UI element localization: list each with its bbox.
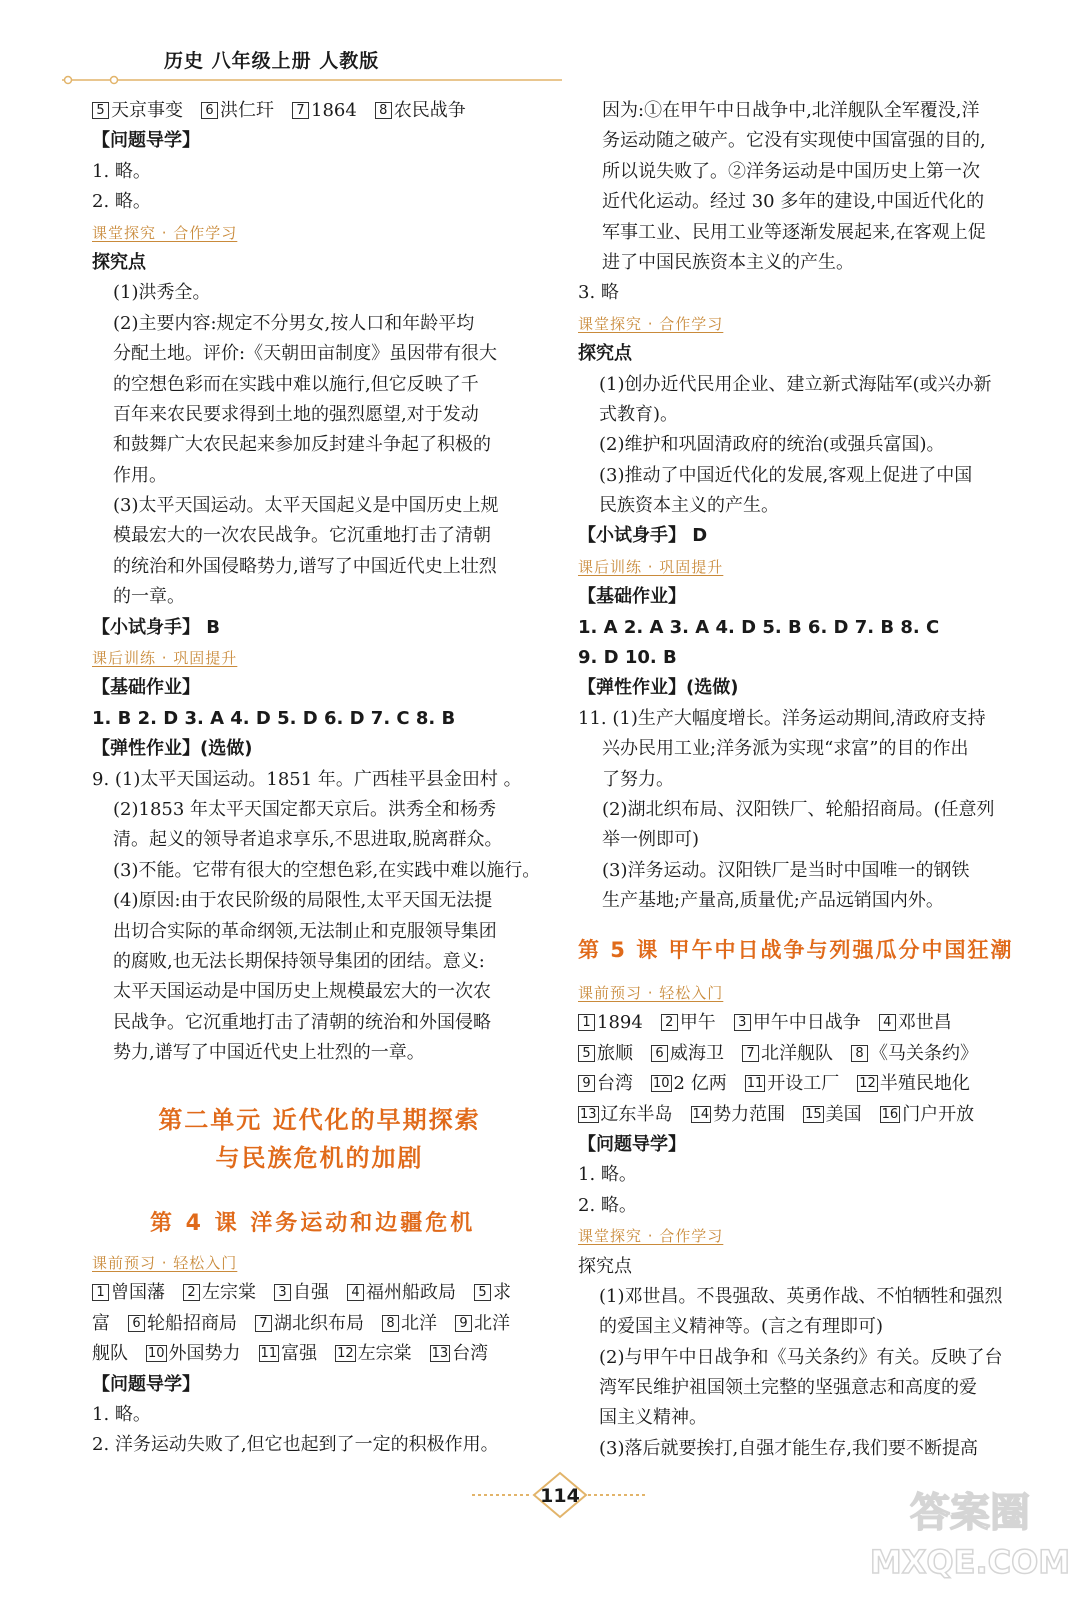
bold-heading: 【基础作业】 xyxy=(578,586,686,608)
answer-item xyxy=(651,1043,724,1064)
text-line: (2)维护和巩固清政府的统治(或强兵富国)。 xyxy=(599,434,945,456)
answer-number-box: 8 xyxy=(851,1045,868,1062)
text-line: (1)邓世昌。不畏强敌、英勇作战、不怕牺牲和强烈 xyxy=(599,1285,1003,1307)
bold-heading: 【基础作业】 xyxy=(92,677,200,699)
unit-title-line1: 第二单元 近代化的早期探索 xyxy=(158,1106,481,1134)
answer-number-box: 1 xyxy=(578,1014,595,1031)
answer-number-box: 3 xyxy=(274,1284,291,1301)
text-line: (4)原因:由于农民阶级的局限性,太平天国无法提 xyxy=(113,890,493,912)
text-line: 军事工业、民用工业等逐渐发展起来,在客观上促 xyxy=(602,221,986,243)
answer-number-box: 9 xyxy=(455,1315,472,1332)
answer-row xyxy=(92,1339,547,1369)
right-column-lower xyxy=(578,978,1040,1464)
answer-number-box: 7 xyxy=(742,1045,759,1062)
text-line: (3)推动了中国近代化的发展,客观上促进了中国 xyxy=(599,464,973,486)
answer-text: 洪仁玕 xyxy=(220,100,274,121)
text-line: 探究点 xyxy=(578,1255,632,1277)
answer-text: 辽东半岛 xyxy=(600,1103,673,1125)
text-line: 民族资本主义的产生。 xyxy=(599,495,779,517)
answer-item xyxy=(879,1012,952,1033)
text-line: (1)创办近代民用企业、建立新式海陆军(或兴办新 xyxy=(599,373,992,395)
page-number-badge xyxy=(470,1470,650,1520)
answer-number-box: 6 xyxy=(128,1315,145,1332)
answer-item xyxy=(382,1313,437,1334)
answer-number-box: 5 xyxy=(92,102,109,119)
text-line: 模最宏大的一次农民战争。它沉重地打击了清朝 xyxy=(113,525,491,547)
section-label: 课后训练 · 巩固提升 xyxy=(578,557,724,576)
answer-text: 自强 xyxy=(293,1282,329,1304)
answer-row xyxy=(578,1069,1040,1099)
text-line: (3)太平天国运动。太平天国起义是中国历史上规 xyxy=(113,495,499,517)
answer-text: 北洋 xyxy=(474,1312,510,1334)
answer-text: 富 xyxy=(92,1312,110,1334)
answer-number-box: 9 xyxy=(578,1075,595,1092)
answer-row xyxy=(92,1278,547,1308)
answer-text: 门户开放 xyxy=(902,1103,975,1125)
section-label: 课堂探究 · 合作学习 xyxy=(92,223,238,242)
text-line: (3)不能。它带有很大的空想色彩,在实践中难以施行。 xyxy=(113,859,541,881)
answer-text: 甲午中日战争 xyxy=(752,1012,861,1034)
answer-text: 开设工厂 xyxy=(767,1073,840,1095)
answer-number-box: 13 xyxy=(431,1346,449,1362)
answer-number-box: 5 xyxy=(578,1045,595,1062)
bold-heading: 【小试身手】 D xyxy=(578,525,708,547)
text-line: 式教育)。 xyxy=(599,403,679,425)
text-line: 出切合实际的革命纲领,无法制止和克服领导集团 xyxy=(113,920,497,942)
answer-item xyxy=(578,1012,643,1033)
answer-item xyxy=(92,1282,165,1303)
answer-text: 北洋舰队 xyxy=(761,1042,833,1064)
left-column-lower xyxy=(92,1248,547,1461)
text-line: 的一章。 xyxy=(113,586,185,608)
answer-number-box: 7 xyxy=(292,102,309,119)
answer-number-box: 8 xyxy=(382,1315,399,1332)
answer-text: 势力范围 xyxy=(713,1103,786,1125)
answer-row xyxy=(92,1309,547,1339)
answer-item xyxy=(578,1043,633,1064)
text-line: 所以说失败了。②洋务运动是中国历史上第一次 xyxy=(602,160,980,182)
answer-item xyxy=(578,1104,673,1125)
answer-text: 富强 xyxy=(281,1343,318,1365)
answer-text: 邓世昌 xyxy=(897,1012,952,1034)
answer-text: 甲午 xyxy=(679,1012,716,1034)
answer-item xyxy=(128,1313,237,1334)
answer-item xyxy=(455,1313,510,1334)
text-line: 作用。 xyxy=(113,464,167,486)
answer-number-box: 6 xyxy=(651,1045,668,1062)
answer-number-box: 11 xyxy=(746,1076,764,1092)
watermark-line1: 答案圈 xyxy=(910,1490,1030,1536)
text-line: (2)湖北织布局、汉阳铁厂、轮船招商局。(任意列 xyxy=(602,798,995,820)
answer-text: 1894 xyxy=(597,1012,643,1034)
bold-heading: 1. B 2. D 3. A 4. D 5. D 6. D 7. C 8. B xyxy=(92,707,456,729)
text-line: 务运动随之破产。它没有实现使中国富强的目的, xyxy=(602,130,986,152)
answer-number-box: 8 xyxy=(375,102,392,119)
answer-item xyxy=(92,1313,110,1334)
bold-heading: 【问题导学】 xyxy=(92,1373,200,1395)
answer-number-box: 5 xyxy=(474,1284,491,1301)
answer-item xyxy=(578,1073,633,1094)
answer-number-box: 12 xyxy=(337,1346,354,1362)
text-line: 生产基地;产量高,质量优;产品远销国内外。 xyxy=(602,890,944,912)
unit-title-line2: 与民族危机的加剧 xyxy=(215,1144,424,1172)
answer-item xyxy=(335,1343,412,1364)
answer-text: 威海卫 xyxy=(670,1042,724,1064)
answer-text: 轮船招商局 xyxy=(147,1312,237,1334)
bold-heading: 9. D 10. B xyxy=(578,647,677,669)
answer-text: 外国势力 xyxy=(168,1343,241,1365)
text-line: 势力,谱写了中国近代史上壮烈的一章。 xyxy=(113,1042,425,1064)
answer-item xyxy=(92,100,183,121)
answer-row xyxy=(578,1008,1040,1038)
text-line: 了努力。 xyxy=(602,768,674,790)
text-line: 的统治和外国侵略势力,谱写了中国近代史上壮烈 xyxy=(113,555,497,577)
bold-heading: 探究点 xyxy=(92,251,146,273)
answer-item xyxy=(651,1073,727,1094)
answer-text: 2 亿两 xyxy=(673,1073,727,1095)
answer-row xyxy=(578,1100,1040,1130)
answer-item xyxy=(880,1104,975,1125)
answer-item xyxy=(146,1343,241,1364)
answer-row xyxy=(578,1039,1040,1069)
answer-number-box: 1 xyxy=(92,1284,109,1301)
left-column xyxy=(92,96,547,1069)
text-line: 11. (1)生产大幅度增长。洋务运动期间,清政府支持 xyxy=(578,707,986,729)
text-line: 分配土地。评价:《天朝田亩制度》虽因带有很大 xyxy=(113,343,498,365)
answer-text: 舰队 xyxy=(92,1343,128,1365)
text-line: 湾军民维护祖国领土完整的坚强意志和高度的爱 xyxy=(599,1377,977,1399)
text-line: 清。起义的领导者追求享乐,不思进取,脱离群众。 xyxy=(113,829,503,851)
text-line: 的爱国主义精神等。(言之有理即可) xyxy=(599,1316,884,1338)
bold-heading: 【问题导学】 xyxy=(92,130,200,152)
section-label: 课后训练 · 巩固提升 xyxy=(92,649,238,668)
bold-heading: 探究点 xyxy=(578,343,632,365)
answer-item xyxy=(430,1343,489,1364)
answer-item xyxy=(201,100,274,121)
text-line: 太平天国运动是中国历史上规模最宏大的一次农 xyxy=(113,981,491,1003)
text-line: (1)洪秀全。 xyxy=(113,282,211,304)
answer-text: 曾国藩 xyxy=(111,1282,165,1304)
text-line: (2)主要内容:规定不分男女,按人口和年龄平均 xyxy=(113,312,475,334)
answer-number-box: 2 xyxy=(183,1284,200,1301)
answer-text: 《马关条约》 xyxy=(870,1042,978,1064)
text-line: 1. 略。 xyxy=(92,1403,151,1425)
text-line: 1. 略。 xyxy=(578,1164,637,1186)
page-number: 114 xyxy=(540,1485,580,1507)
answer-item xyxy=(474,1282,511,1303)
answer-text: 旅顺 xyxy=(597,1042,633,1064)
answer-item xyxy=(92,1343,128,1364)
text-line: 民战争。它沉重地打击了清朝的统治和外国侵略 xyxy=(113,1011,491,1033)
text-line: (2)与甲午中日战争和《马关条约》有关。反映了台 xyxy=(599,1346,1003,1368)
bold-heading: 1. A 2. A 3. A 4. D 5. B 6. D 7. B 8. C xyxy=(578,616,940,638)
answer-item xyxy=(745,1073,840,1094)
answer-number-box: 14 xyxy=(692,1106,710,1122)
answer-text: 北洋 xyxy=(401,1312,437,1334)
answer-number-box: 4 xyxy=(347,1284,364,1301)
answer-item xyxy=(857,1073,970,1094)
bold-heading: 【小试身手】 B xyxy=(92,616,220,638)
answer-text: 台湾 xyxy=(597,1073,633,1095)
answer-text: 半殖民地化 xyxy=(879,1073,970,1095)
answer-number-box: 3 xyxy=(734,1014,751,1031)
lesson5-title: 第 5 课 甲午中日战争与列强瓜分中国狂潮 xyxy=(578,938,1014,962)
text-line: 3. 略 xyxy=(578,282,619,304)
text-line: 2. 略。 xyxy=(92,191,151,213)
answer-number-box: 2 xyxy=(661,1014,678,1031)
answer-item xyxy=(734,1012,861,1033)
answer-number-box: 11 xyxy=(260,1346,278,1362)
section-label: 课堂探究 · 合作学习 xyxy=(578,1227,724,1246)
answer-item xyxy=(851,1043,978,1064)
text-line: 进了中国民族资本主义的产生。 xyxy=(602,251,854,273)
text-line: 因为:①在甲午中日战争中,北洋舰队全军覆没,洋 xyxy=(602,100,980,121)
answer-text: 福州船政局 xyxy=(366,1282,456,1304)
answer-number-box: 12 xyxy=(859,1076,876,1092)
page-header-title: 历史 八年级上册 人教版 xyxy=(164,50,380,72)
answer-text: 1864 xyxy=(311,100,357,121)
text-line: 2. 略。 xyxy=(578,1194,637,1216)
answer-item xyxy=(347,1282,456,1303)
answer-text: 台湾 xyxy=(452,1343,489,1365)
bold-heading: 【弹性作业】(选做) xyxy=(578,677,739,699)
answer-text: 农民战争 xyxy=(393,100,466,121)
text-line: (2)1853 年太平天国定都天京后。洪秀全和杨秀 xyxy=(113,798,497,820)
text-line: 兴办民用工业;洋务派为实现“求富”的目的作出 xyxy=(602,738,969,760)
text-line: 近代化运动。经过 30 多年的建设,中国近代化的 xyxy=(602,191,985,213)
right-column xyxy=(578,96,1040,917)
watermark-logo xyxy=(869,1478,1071,1588)
answer-item xyxy=(274,1282,329,1303)
text-line: 9. (1)太平天国运动。1851 年。广西桂平县金田村 。 xyxy=(92,768,522,790)
text-line: 举一例即可) xyxy=(602,829,700,851)
answer-number-box: 6 xyxy=(201,102,218,119)
answer-number-box: 4 xyxy=(879,1014,896,1031)
text-line: 国主义精神。 xyxy=(599,1407,707,1429)
answer-item xyxy=(259,1343,318,1364)
answer-text: 天京事变 xyxy=(111,100,183,121)
answer-number-box: 13 xyxy=(580,1106,597,1122)
text-line: 1. 略。 xyxy=(92,160,151,182)
answer-text: 湖北织布局 xyxy=(274,1312,364,1334)
text-line: 百年来农民要求得到土地的强烈愿望,对于发动 xyxy=(113,403,479,425)
answer-number-box: 15 xyxy=(805,1106,822,1122)
header-rule xyxy=(62,76,562,84)
answer-number-box: 16 xyxy=(881,1106,899,1122)
answer-number-box: 7 xyxy=(255,1315,272,1332)
answer-item xyxy=(691,1104,786,1125)
bold-heading: 【问题导学】 xyxy=(578,1133,686,1155)
section-label: 课前预习 · 轻松入门 xyxy=(92,1254,238,1272)
section-label: 课前预习 · 轻松入门 xyxy=(578,984,724,1002)
answer-item xyxy=(803,1104,862,1125)
answer-item xyxy=(661,1012,716,1033)
answer-text: 左宗棠 xyxy=(357,1343,412,1365)
watermark-line2: MXQE.COM xyxy=(869,1543,1071,1581)
answer-number-box: 10 xyxy=(148,1346,165,1362)
answer-row xyxy=(92,96,547,126)
text-line: 的空想色彩而在实践中难以施行,但它反映了千 xyxy=(113,373,479,395)
answer-item xyxy=(255,1313,364,1334)
text-line: (3)洋务运动。汉阳铁厂是当时中国唯一的钢铁 xyxy=(602,859,970,881)
answer-item xyxy=(375,100,466,121)
answer-item xyxy=(183,1282,256,1303)
text-line: (3)落后就要挨打,自强才能生存,我们要不断提高 xyxy=(599,1437,978,1459)
answer-number-box: 10 xyxy=(653,1076,670,1092)
answer-item xyxy=(742,1043,833,1064)
answer-text: 左宗棠 xyxy=(202,1282,256,1304)
answer-item xyxy=(292,100,357,121)
section-label: 课堂探究 · 合作学习 xyxy=(578,314,724,333)
text-line: 的腐败,也无法长期保持领导集团的团结。意义: xyxy=(113,950,485,972)
answer-text: 求 xyxy=(493,1282,511,1304)
text-line: 2. 洋务运动失败了,但它也起到了一定的积极作用。 xyxy=(92,1434,499,1456)
answer-text: 美国 xyxy=(825,1103,862,1125)
lesson4-title: 第 4 课 洋务运动和边疆危机 xyxy=(150,1211,476,1236)
text-line: 和鼓舞广大农民起来参加反封建斗争起了积极的 xyxy=(113,434,491,456)
bold-heading: 【弹性作业】(选做) xyxy=(92,738,253,760)
